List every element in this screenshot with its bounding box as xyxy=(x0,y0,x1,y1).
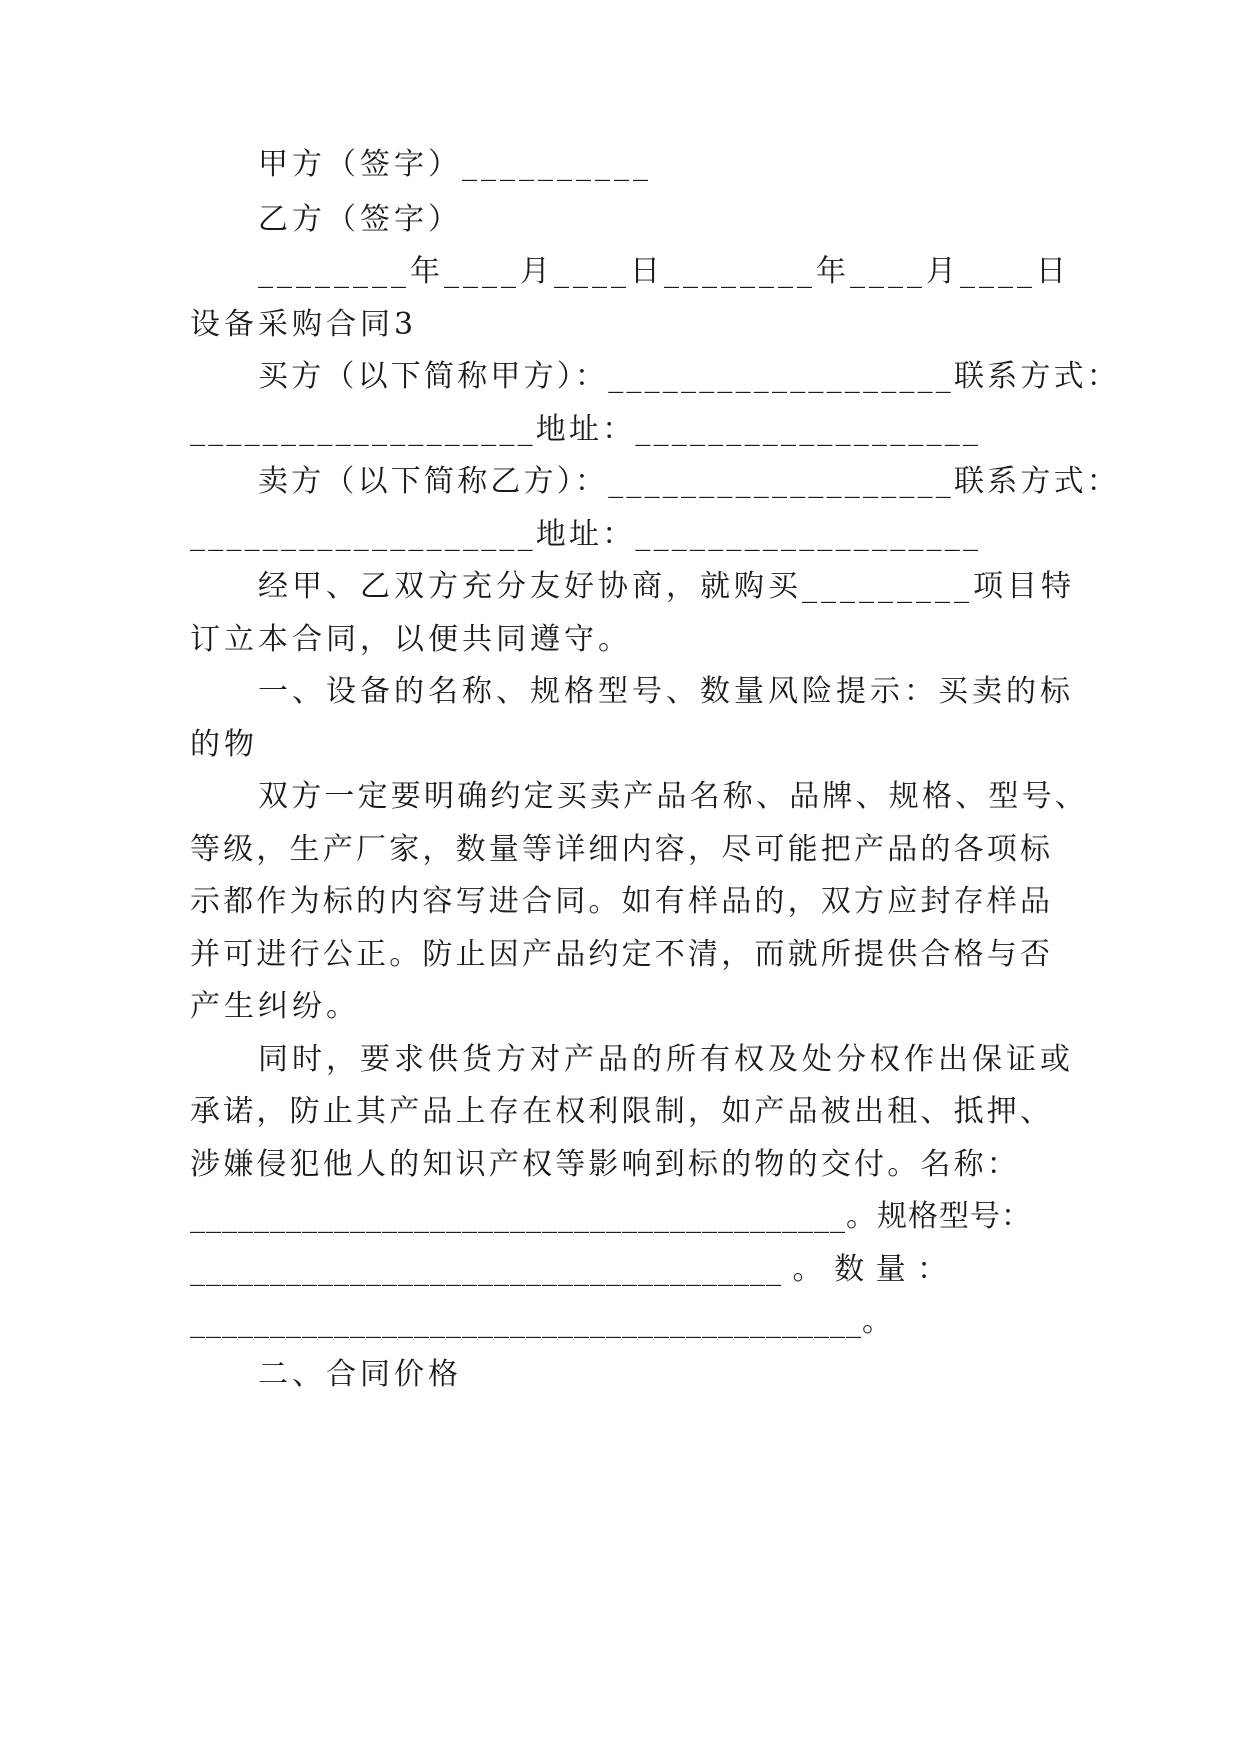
paragraph-line: 经甲、乙双方充分友好协商，就购买_________项目特 xyxy=(258,569,1075,604)
paragraph-line: 承诺，防止其产品上存在权利限制，如产品被出租、抵押、 xyxy=(190,1094,1054,1129)
blank-line: __________________________________________。 xyxy=(190,1304,893,1339)
section-heading-1: 一、设备的名称、规格型号、数量风险提示：买卖的标 xyxy=(258,674,1074,709)
seller-address-line: ___________________地址：___________________ xyxy=(190,517,982,552)
paragraph-line: 双方一定要明确约定买卖产品名称、品牌、规格、型号、 xyxy=(258,779,1088,814)
section-heading-2: 二、合同价格 xyxy=(258,1357,462,1392)
party-a-signature-line: 甲方（签字）__________ xyxy=(258,147,652,182)
paragraph-line: 的物 xyxy=(190,727,258,762)
paragraph-line: 并可进行公正。防止因产品约定不清，而就所提供合格与否 xyxy=(190,937,1054,972)
quantity-blank-line: _____________________________________ 。 数 量 ： xyxy=(190,1252,949,1287)
seller-line: 卖方（以下简称乙方）：___________________联系方式： xyxy=(258,464,1120,499)
paragraph-line: 涉嫌侵犯他人的知识产权等影响到标的物的交付。名称： xyxy=(190,1147,1020,1182)
buyer-address-line: ___________________地址：___________________ xyxy=(190,412,982,447)
paragraph-line: 等级，生产厂家，数量等详细内容，尽可能把产品的各项标 xyxy=(190,832,1054,867)
contract-title: 设备采购合同3 xyxy=(190,307,418,342)
paragraph-line: 同时，要求供货方对产品的所有权及处分权作出保证或 xyxy=(258,1042,1074,1077)
paragraph-line: 产生纠纷。 xyxy=(190,989,360,1024)
paragraph-line: 订立本合同，以便共同遵守。 xyxy=(190,622,632,657)
paragraph-line: 示都作为标的内容写进合同。如有样品的，双方应封存样品 xyxy=(190,884,1054,919)
name-blank-line: _________________________________________。规格型号： xyxy=(190,1199,1032,1234)
buyer-line: 买方（以下简称甲方）：___________________联系方式： xyxy=(258,359,1120,394)
party-b-signature-line: 乙方（签字） xyxy=(258,202,462,237)
date-line: ________年____月____日________年____月____日 xyxy=(258,254,1070,289)
